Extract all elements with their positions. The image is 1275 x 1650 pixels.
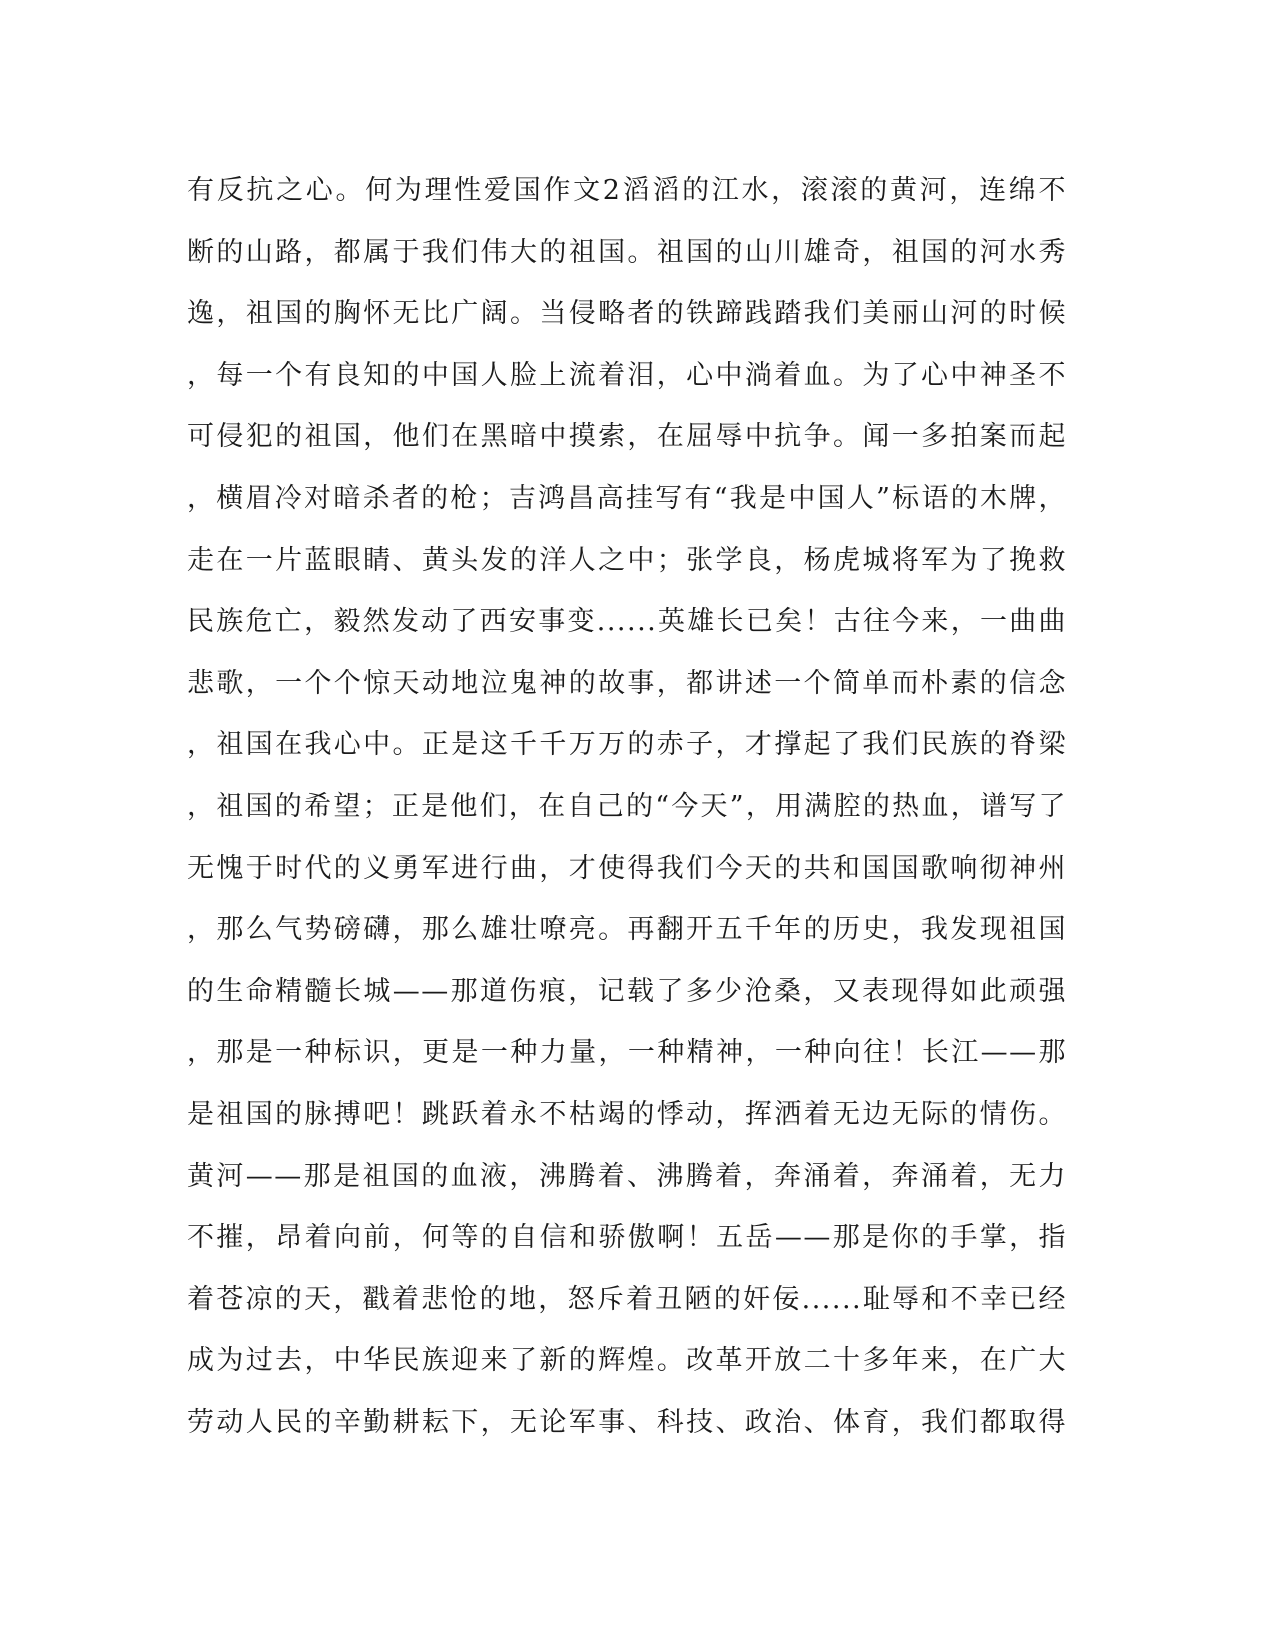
text-line: ，祖国的希望；正是他们，在自己的“今天”，用满腔的热血，谱写了 xyxy=(187,790,1067,822)
text-line: ，每一个有良知的中国人脸上流着泪，心中淌着血。为了心中神圣不 xyxy=(187,359,1067,391)
text-line: 着苍凉的天，戳着悲怆的地，怒斥着丑陋的奸佞......耻辱和不幸已经 xyxy=(187,1283,1067,1315)
text-line: 民族危亡，毅然发动了西安事变......英雄长已矣！古往今来，一曲曲 xyxy=(187,606,1067,638)
text-line: 可侵犯的祖国，他们在黑暗中摸索，在屈辱中抗争。闻一多拍案而起 xyxy=(187,421,1067,453)
text-line: ，横眉冷对暗杀者的枪；吉鸿昌高挂写有“我是中国人”标语的木牌， xyxy=(187,482,1067,514)
text-line: 是祖国的脉搏吧！跳跃着永不枯竭的悸动，挥洒着无边无际的情伤。 xyxy=(187,1098,1067,1130)
text-line: 的生命精髓长城——那道伤痕，记载了多少沧桑，又表现得如此顽强 xyxy=(187,975,1067,1007)
text-line: 悲歌，一个个惊天动地泣鬼神的故事，都讲述一个简单而朴素的信念 xyxy=(187,667,1067,699)
text-line: 不摧，昂着向前，何等的自信和骄傲啊！五岳——那是你的手掌，指 xyxy=(187,1222,1067,1254)
text-line: 逸，祖国的胸怀无比广阔。当侵略者的铁蹄践踏我们美丽山河的时候 xyxy=(187,298,1067,330)
text-line: ，那是一种标识，更是一种力量，一种精神，一种向往！长江——那 xyxy=(187,1037,1067,1069)
text-line: 走在一片蓝眼睛、黄头发的洋人之中；张学良，杨虎城将军为了挽救 xyxy=(187,544,1067,576)
text-line: 黄河——那是祖国的血液，沸腾着、沸腾着，奔涌着，奔涌着，无力 xyxy=(187,1160,1067,1192)
text-line: 成为过去，中华民族迎来了新的辉煌。改革开放二十多年来，在广大 xyxy=(187,1345,1067,1377)
text-line: ，那么气势磅礴，那么雄壮嘹亮。再翻开五千年的历史，我发现祖国 xyxy=(187,914,1067,946)
text-line: 断的山路，都属于我们伟大的祖国。祖国的山川雄奇，祖国的河水秀 xyxy=(187,236,1067,268)
text-line: 无愧于时代的义勇军进行曲，才使得我们今天的共和国国歌响彻神州 xyxy=(187,852,1067,884)
text-line: 劳动人民的辛勤耕耘下，无论军事、科技、政治、体育，我们都取得 xyxy=(187,1406,1067,1438)
essay-body xyxy=(187,160,1067,1453)
text-line: 有反抗之心。何为理性爱国作文2滔滔的江水，滚滚的黄河，连绵不 xyxy=(187,175,1067,206)
text-line: ，祖国在我心中。正是这千千万万的赤子，才撑起了我们民族的脊梁 xyxy=(187,729,1067,761)
